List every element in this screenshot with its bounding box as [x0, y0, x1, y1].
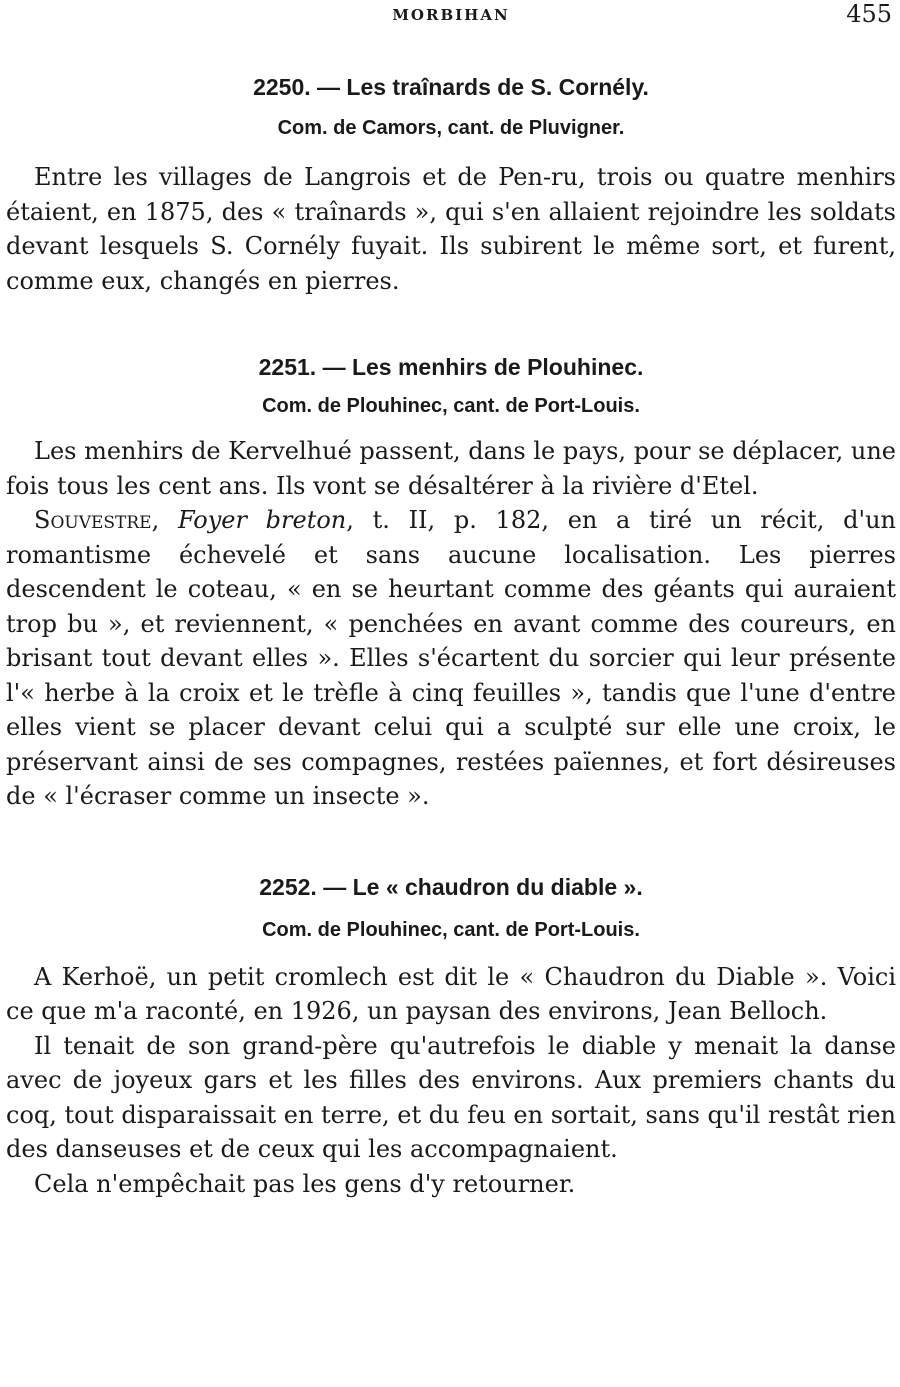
entry-title: 2251. — Les menhirs de Plouhinec. — [258, 354, 644, 380]
running-title: MORBIHAN — [392, 6, 510, 24]
entry-2252 — [6, 872, 896, 1202]
entry-title: 2250. — Les traînards de S. Cornély. — [253, 74, 649, 100]
running-head — [6, 0, 896, 34]
entry-2251 — [6, 352, 896, 814]
entry-location: Com. de Plouhinec, cant. de Port-Louis. — [262, 918, 640, 941]
citation-author: Souvestre — [34, 506, 152, 534]
page-number: 455 — [846, 0, 892, 28]
paragraph: A Kerhoë, un petit cromlech est dit le « Chaudron du Diable ». Voici ce que m'a raconté, en 1926, un paysan des environs, Jean Belloch. — [6, 962, 896, 1025]
entry-title: 2252. — Le « chaudron du diable ». — [259, 873, 643, 900]
entry-2250 — [6, 72, 896, 298]
paragraph: Entre les villages de Langrois et de Pen-ru, trois ou quatre menhirs étaient, en 1875, des « traînards », qui s'en allaient rejoindre les soldats devant lesquels S. Cornély fuyait. Ils subirent le même sort, et furent, comme eux, changés en pierres. — [6, 163, 896, 295]
citation-text: , t. II, p. 182, en a tiré un récit, d'un romantisme échevelé et sans aucune localisation. Les pierres descendent le coteau, « en se heurtant comme des géants qui auraient trop bu », et reviennent, « penchées en avant comme des coureurs, en brisant tout devant elles ». Elles s'écartent du sorcier qui leur présente l'« herbe à la croix et le trèfle à cinq feuilles », tandis que l'une d'entre elles vient se placer devant celui qui a sculpté sur elle une croix, le préservant ainsi de ses compagnes, restées païennes, et fort désireuses de « l'écraser comme un insecte ». — [6, 506, 897, 810]
paragraph: Les menhirs de Kervelhué passent, dans le pays, pour se déplacer, une fois tous les cent ans. Ils vont se désaltérer à la rivière d'Etel. — [6, 437, 896, 500]
citation-paragraph: Souvestre, Foyer breton, t. II, p. 182, en a tiré un récit, d'un romantisme échevelé et sans aucune localisation. Les pierres descendent le coteau, « en se heurtant comme des géants qui auraient trop bu », et reviennent, « penchées en avant comme des coureurs, en brisant tout devant elles ». Elles s'écartent du sorcier qui leur présente l'« herbe à la croix et le trèfle à cinq feuilles », tandis que l'une d'entre elles vient se placer devant celui qui a sculpté sur elle une croix, le préservant ainsi de ses compagnes, restées païennes, et fort désireuses de « l'écraser comme un insecte ». — [6, 506, 897, 810]
paragraph: Cela n'empêchait pas les gens d'y retourner. — [34, 1169, 576, 1198]
entry-location: Com. de Plouhinec, cant. de Port-Louis. — [262, 395, 640, 417]
entry-location: Com. de Camors, cant. de Pluvigner. — [277, 117, 625, 139]
paragraph: Il tenait de son grand-père qu'autrefois le diable y menait la danse avec de joyeux gars et les filles des environs. Aux premiers chants du coq, tout disparaissait en terre, et du feu en sortait, sans qu'il restât rien des danseuses et de ceux qui les accompagnaient. — [6, 1031, 896, 1163]
citation-work: Foyer breton — [177, 506, 347, 534]
